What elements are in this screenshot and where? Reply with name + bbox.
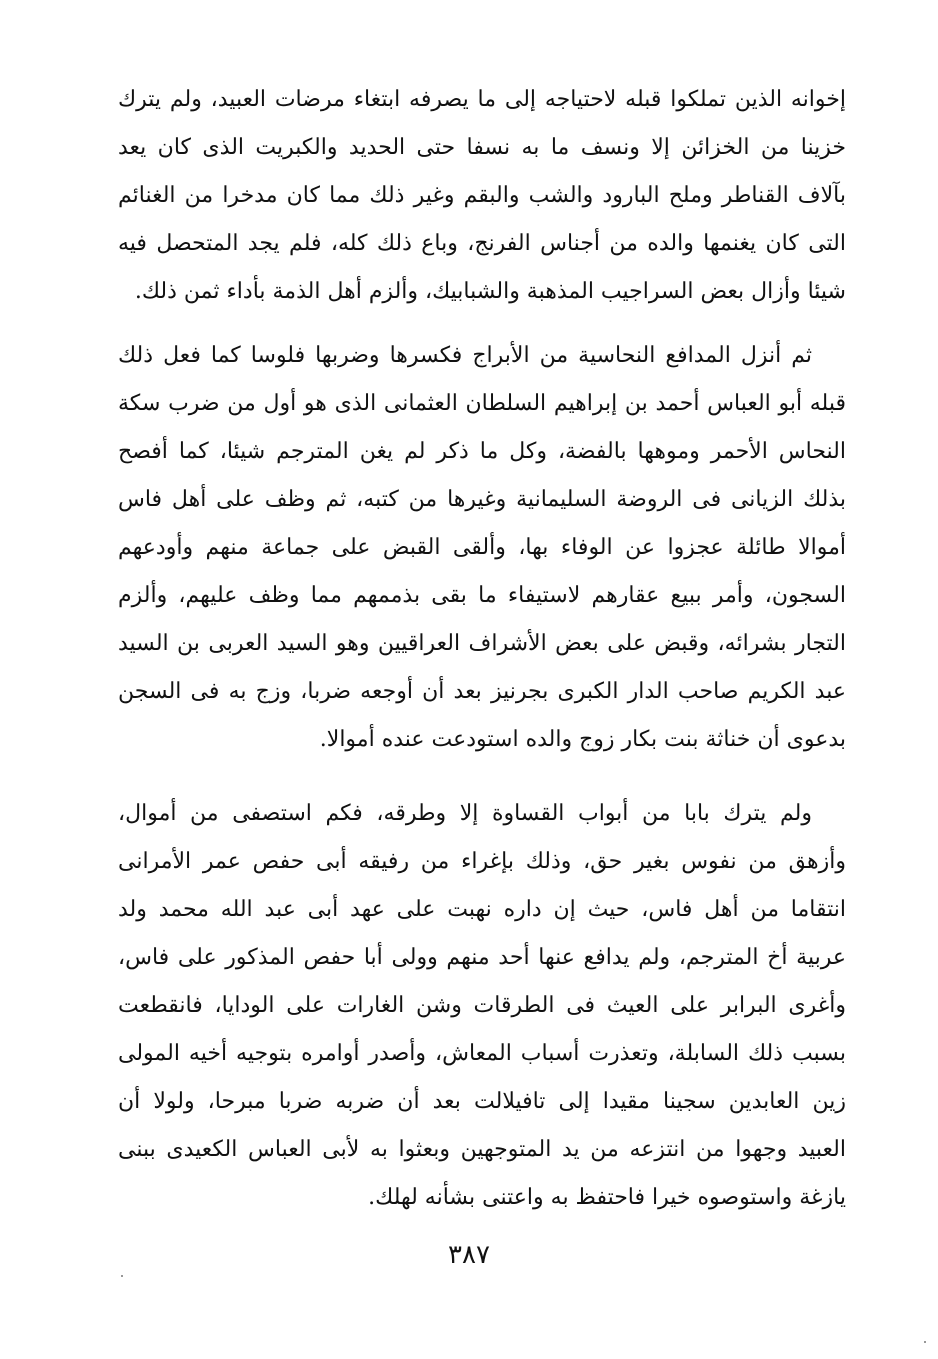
paragraph-3	[118, 790, 846, 1222]
paragraph-1	[118, 76, 846, 316]
text-line: وأغرى البرابر على العيث فى الطرقات وشن الغارات على الودايا، فانقطعت	[118, 993, 846, 1018]
text-line: يازغة واستوصوه خيرا فاحتفظ به واعتنى بشأنه لهلك.	[368, 1185, 846, 1210]
text-line: العبيد وجهوا من انتزعه من يد المتوجهين وبعثوا به لأبى العباس الكعيدى ببنى	[118, 1137, 846, 1162]
text-line: خزينا من الخزائن إلا ونسف ما به نسفا حتى الحديد والكبريت الذى كان يعد	[118, 135, 846, 160]
text-line: النحاس الأحمر وموهها بالفضة، وكل ما ذكر لم يغن المترجم شيئا، كما أفصح	[118, 439, 846, 464]
scan-speck	[121, 1275, 123, 1277]
text-line: بآلاف القناطر وملح البارود والشب والبقم وغير ذلك مما كان مدخرا من الغنائم	[118, 183, 846, 208]
text-line: بسبب ذلك السابلة، وتعذرت أسباب المعاش، وأصدر أوامره بتوجيه أخيه المولى	[118, 1041, 846, 1066]
text-line: التى كان يغنمها والده من أجناس الفرنج، وباع ذلك كله، فلم يجد المتحصل فيه	[118, 231, 846, 256]
scan-speck	[924, 1341, 926, 1343]
text-line: بدعوى أن خناثة بنت بكار زوج والده استودعت عنده أموالا.	[319, 727, 846, 752]
text-line: ولم يترك بابا من أبواب القساوة إلا وطرقه، فكم استصفى من أموال،	[118, 801, 812, 826]
text-line: التجار بشرائه، وقبض على بعض الأشراف العراقيين وهو السيد العربى بن السيد	[118, 631, 846, 656]
text-line: قبله أبو العباس أحمد بن إبراهيم السلطان العثمانى الذى هو أول من ضرب سكة	[118, 391, 846, 416]
text-line: وأزهق من نفوس بغير حق، وذلك بإغراء من رفيقه أبى حفص عمر الأمرانى	[118, 849, 846, 874]
text-line: بذلك الزيانى فى الروضة السليمانية وغيرها من كتبه، ثم وظف على أهل فاس	[118, 487, 846, 512]
paragraph-2	[118, 332, 846, 764]
text-line: زين العابدين سجينا مقيدا إلى تافيلالت بعد أن ضربه ضربا مبرحا، ولولا أن	[118, 1089, 846, 1114]
text-line: ثم أنزل المدافع النحاسية من الأبراج فكسرها وضربها فلوسا كما فعل ذلك	[118, 343, 812, 368]
text-line: عبد الكريم صاحب الدار الكبرى بجرنيز بعد أن أوجعه ضربا، وزج به فى السجن	[118, 679, 846, 704]
text-line: أموالا طائلة عجزوا عن الوفاء بها، وألقى القبض على جماعة منهم وأودعهم	[118, 535, 846, 560]
page-number: ٣٨٧	[448, 1240, 490, 1270]
text-line: إخوانه الذين تملكوا قبله لاحتياجه إلى ما يصرفه ابتغاء مرضات العبيد، ولم يترك	[118, 87, 846, 112]
text-line: انتقاما من أهل فاس، حيث إن داره نهبت على عهد أبى عبد الله محمد ولد	[118, 897, 846, 922]
text-line: عربية أخ المترجم، ولم يدافع عنها أحد منهم وولى أبا حفص المذكور على فاس،	[118, 945, 846, 970]
text-line: السجون، وأمر ببيع عقارهم لاستيفاء ما بقى بذممهم مما وظف عليهم، وألزم	[118, 583, 846, 608]
text-line: شيئا وأزال بعض السراجيب المذهبة والشبابيك، وألزم أهل الذمة بأداء ثمن ذلك.	[134, 279, 846, 304]
